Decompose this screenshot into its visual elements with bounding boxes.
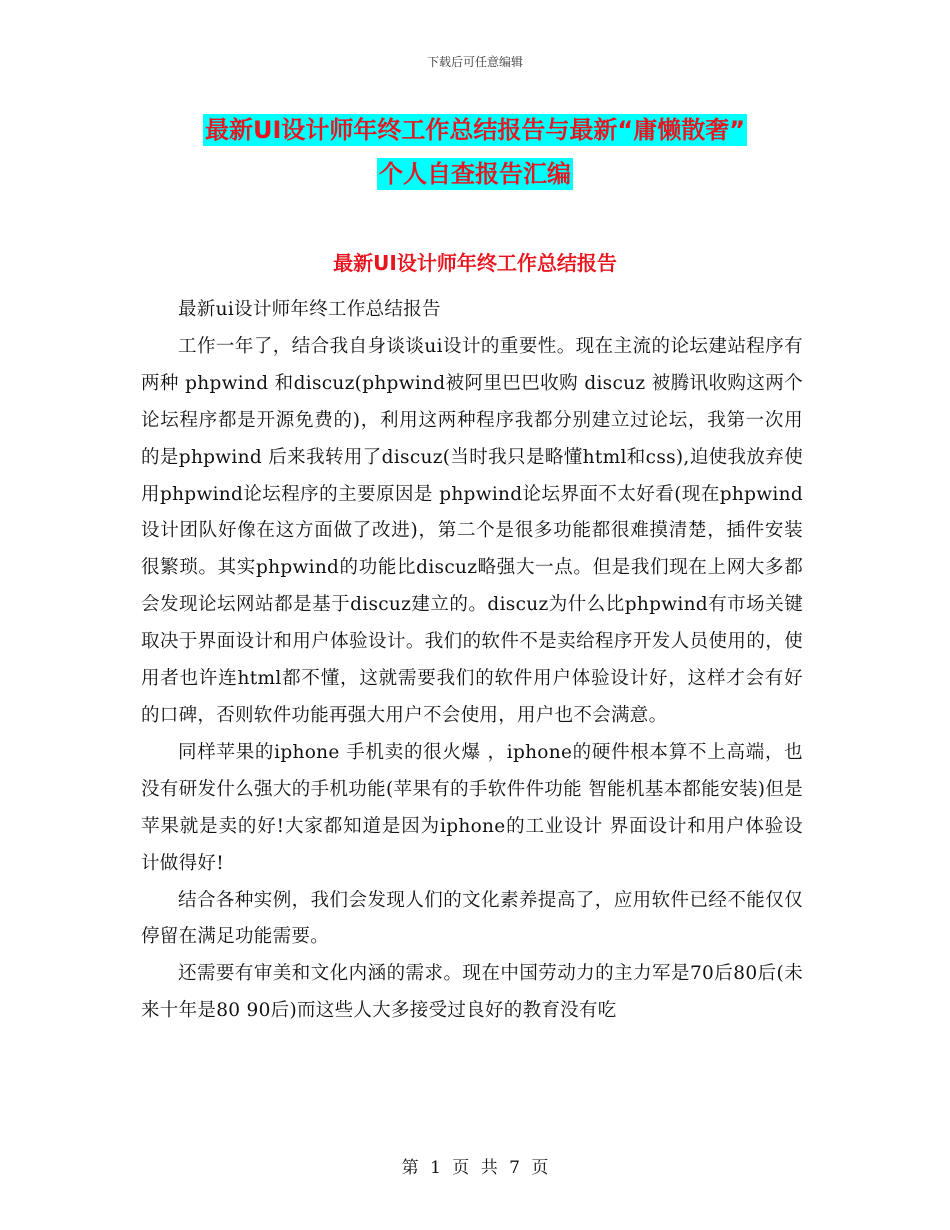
paragraph: 最新ui设计师年终工作总结报告 [178, 299, 441, 320]
page-footer: 第 1 页 共 7 页 [401, 1158, 549, 1178]
paragraph: 同样苹果的iphone 手机卖的很火爆 ，iphone的硬件根本算不上高端，也没有研发什么强大的手机功能(苹果有的手软件件功能 智能机基本都能安装)但是苹果就是卖的好!大家都知道是因为iphone的工业设计 界面设计和用户体验设计做得好! [141, 741, 803, 874]
paragraph: 还需要有审美和文化内涵的需求。现在中国劳动力的主力军是70后80后(未来十年是80 90后)而这些人大多接受过良好的教育没有吃 [141, 963, 803, 1022]
paragraph: 工作一年了，结合我自身谈谈ui设计的重要性。现在主流的论坛建站程序有两种 phpwind 和discuz(phpwind被阿里巴巴收购 discuz 被腾讯收购这两个论坛程序都是开源免费的)，利用这两种程序我都分别建立过论坛，我第一次用的是phpwind 后来我转用了discuz(当时我只是略懂html和css),迫使我放弃使用phpwind论坛程序的主要原因是 phpwind论坛界面不太好看(现在phpwind设计团队好像在这方面做了改进)，第二个是很多功能都很难摸清楚，插件安装很繁琐。其实phpwind的功能比discuz略强大一点。但是我们现在上网大多都会发现论坛网站都是基于discuz建立的。discuz为什么比phpwind有市场关键取决于界面设计和用户体验设计。我们的软件不是卖给程序开发人员使用的，使用者也许连html都不懂，这就需要我们的软件用户体验设计好，这样才会有好的口碑，否则软件功能再强大用户不会使用，用户也不会满意。 [141, 335, 803, 726]
header-note: 下载后可任意编辑 [426, 55, 523, 69]
paragraph: 结合各种实例，我们会发现人们的文化素养提高了，应用软件已经不能仅仅停留在满足功能需要。 [141, 889, 803, 948]
title-line-2: 个人自查报告汇编 [379, 160, 571, 188]
section-title: 最新UI设计师年终工作总结报告 [333, 251, 617, 275]
document-title [140, 108, 810, 196]
title-line-1: 最新UI设计师年终工作总结报告与最新“庸懒散奢” [205, 116, 745, 144]
body-text [141, 292, 803, 1030]
